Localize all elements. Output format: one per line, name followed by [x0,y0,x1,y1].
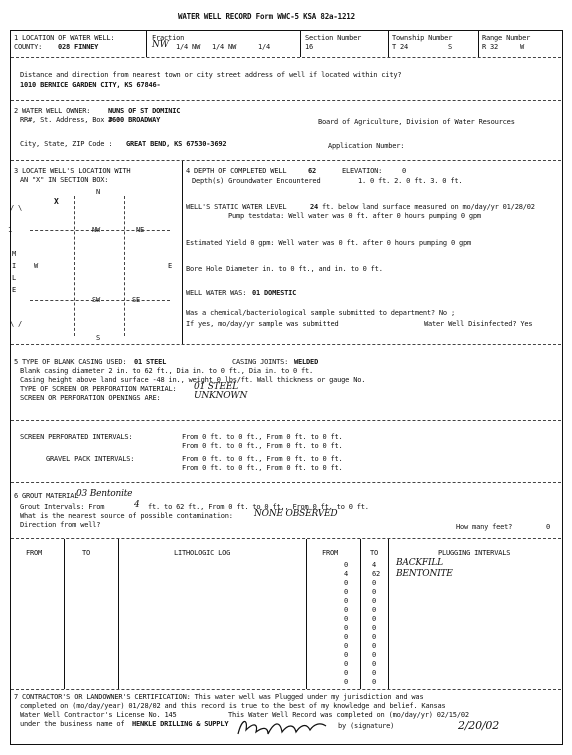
direction-label: Direction from well? [20,521,101,529]
plug-from-header: FROM [322,549,339,557]
plug-to-cell: 62 [372,570,381,578]
quarter-3: 1/4 NW [212,43,237,51]
groundwater-values: 1. 0 ft. 2. 0 ft. 3. 0 ft. [358,177,463,185]
plug-to-cell: 4 [372,561,377,569]
signature [234,712,330,740]
disinfected: Water Well Disinfected? Yes [424,320,533,328]
gravel-interval-1: From 0 ft. to 0 ft., From 0 ft. to 0 ft. [182,455,343,463]
quarter-1: NW [152,40,169,50]
plug-interval-1: BACKFILL [396,558,443,568]
depth-label: 4 DEPTH OF COMPLETED WELL [186,167,287,175]
plug-from-cell: 0 [344,660,349,668]
static-value: 24 [310,203,319,211]
plug-from-cell: 0 [344,579,349,587]
location-label: 1 LOCATION OF WATER WELL: [14,34,115,42]
casing-height: Casing height above land surface -48 in., weight 0 lbs/ft. Wall thickness or gauge No. [20,376,366,384]
plug-from-cell: 0 [344,678,349,686]
range-value: R 32 [482,43,499,51]
static-label: WELL'S STATIC WATER LEVEL [186,203,287,211]
feet-label: How many feet? [456,523,513,531]
screen-type-label: TYPE OF SCREEN OR PERFORATION MATERIAL: [20,385,177,393]
south-label: S [96,334,101,342]
plug-to-cell: 0 [372,588,377,596]
grout-intervals: ft. to 62 ft., From 0 ft. to 0 ft., From 0 ft. to 0 ft. [148,503,369,511]
bracket-top: / \ [10,204,23,212]
fraction-label: Fraction [152,34,185,42]
plug-to-cell: 0 [372,579,377,587]
range-label: Range Number [482,34,531,42]
license-line: Water Well Contractor's License No. 145 [20,711,177,719]
elevation-value: 0 [402,167,407,175]
chem-line-1: Was a chemical/bacteriological sample submitted to department? No ; [186,309,455,317]
casing-value: 01 STEEL [134,358,167,366]
plug-from-cell: 0 [344,615,349,623]
plug-to-cell: 0 [372,624,377,632]
grout-label: 6 GROUT MATERIAL [14,492,79,500]
lithologic-header: LITHOLOGIC LOG [174,549,231,557]
contamination-label: What is the nearest source of possible contamination: [20,512,233,520]
business-label: under the business name of [20,720,125,728]
casing-diameter: Blank casing diameter 2 in. to 62 ft., Dia in. to 0 ft., Dia in. to 0 ft. [20,367,314,375]
one-label: 1 [8,226,13,234]
openings-value: UNKNOWN [194,391,248,401]
owner-label: 2 WATER WELL OWNER: [14,107,91,115]
plug-from-cell: 0 [344,606,349,614]
grout-from-value: 4 [134,500,140,510]
board-text: Board of Agriculture, Division of Water Resources [318,118,515,126]
county-value: 028 FINNEY [58,43,99,51]
north-label: N [96,188,101,196]
distance-label: Distance and direction from nearest town or city street address of well if located within city? [20,71,402,79]
locate-title-2: AN "X" IN SECTION BOX: [20,176,109,184]
county-label: COUNTY: [14,43,43,51]
section-box [8,188,174,342]
form-title: WATER WELL RECORD Form WWC-5 KSA 82a-1212 [178,12,355,21]
depth-value: 62 [308,167,317,175]
plug-from-cell: 0 [344,651,349,659]
gravel-interval-2: From 0 ft. to 0 ft., From 0 ft. to 0 ft. [182,464,343,472]
mile-i: I [12,262,17,270]
nw-label: NW [92,226,101,234]
plug-from-cell: 4 [344,570,349,578]
joints-label: CASING JOINTS: [232,358,289,366]
signature-date: 2/20/02 [458,719,500,732]
pump-test: Pump testdata: Well water was 0 ft. after 0 hours pumping 0 gpm [228,212,481,220]
west-label: W [34,262,39,270]
section-label: Section Number [305,34,362,42]
township-s: S [448,43,453,51]
plug-to-cell: 0 [372,651,377,659]
section-value: 16 [305,43,314,51]
owner-value: NUNS OF ST DOMINIC [108,107,181,115]
log-to-header: TO [82,549,91,557]
plug-to-header: TO [370,549,379,557]
plug-from-cell: 0 [344,588,349,596]
yield-line: Estimated Yield 0 gpm: Well water was 0 ft. after 0 hours pumping 0 gpm [186,239,472,247]
plug-interval-2: BENTONITE [396,569,453,579]
plug-to-cell: 0 [372,678,377,686]
cert-line-2: completed on (mo/day/year) 01/28/02 and this record is true to the best of my knowledge and belief. Kansas [20,702,446,710]
plug-from-cell: 0 [344,561,349,569]
business-value: HENKLE DRILLING & SUPPLY [132,720,229,728]
plug-to-cell: 0 [372,597,377,605]
bracket-bottom: \ / [10,320,23,328]
quarter-4: 1/4 [258,43,271,51]
screen-interval-2: From 0 ft. to 0 ft., From 0 ft. to 0 ft. [182,442,343,450]
well-water-value: 01 DOMESTIC [252,289,297,297]
chem-line-2: If yes, mo/day/yr sample was submitted [186,320,339,328]
se-label: SE [132,296,141,304]
plug-to-cell: 0 [372,606,377,614]
range-w: W [520,43,525,51]
grout-value: 03 Bentonite [76,489,133,499]
east-label: E [168,262,173,270]
well-water-label: WELL WATER WAS: [186,289,247,297]
bore-line: Bore Hole Diameter in. to 0 ft., and in. to 0 ft. [186,265,383,273]
plug-from-cell: 0 [344,642,349,650]
log-from-header: FROM [26,549,43,557]
plug-to-cell: 0 [372,669,377,677]
groundwater-label: Depth(s) Groundwater Encountered [192,177,321,185]
static-tail: ft. below land surface measured on mo/day/yr 01/28/02 [322,203,535,211]
feet-value: 0 [546,523,551,531]
township-value: T 24 [392,43,409,51]
completed-line: This Water Well Record was completed on (mo/day/yr) 02/15/02 [228,711,469,719]
screen-intervals-label: SCREEN PERFORATED INTERVALS: [20,433,133,441]
casing-label: 5 TYPE OF BLANK CASING USED: [14,358,127,366]
ne-label: NE [136,226,145,234]
plug-from-cell: 0 [344,633,349,641]
plug-from-cell: 0 [344,624,349,632]
plug-from-cell: 0 [344,669,349,677]
city-value: GREAT BEND, KS 67530-3692 [126,140,227,148]
mile-m: M [12,250,17,258]
plug-from-cell: 0 [344,597,349,605]
plug-to-cell: 0 [372,615,377,623]
mile-l: L [12,274,17,282]
elevation-label: ELEVATION: [342,167,383,175]
grout-intervals-label: Grout Intervals: From [20,503,105,511]
address-value: 3600 BROADWAY [108,116,161,124]
signature-label: by (signature) [338,722,395,730]
township-label: Township Number [392,34,453,42]
plugging-header: PLUGGING INTERVALS [438,549,511,557]
plug-to-cell: 0 [372,642,377,650]
joints-value: WELDED [294,358,319,366]
city-label: City, State, ZIP Code : [20,140,113,148]
mile-e: E [12,286,17,294]
openings-label: SCREEN OR PERFORATION OPENINGS ARE: [20,394,161,402]
plug-to-cell: 0 [372,660,377,668]
locate-title-1: 3 LOCATE WELL'S LOCATION WITH [14,167,131,175]
plug-to-cell: 0 [372,633,377,641]
quarter-2: 1/4 NW [176,43,201,51]
cert-line-1: 7 CONTRACTOR'S OR LANDOWNER'S CERTIFICATION: This water well was Plugged under my jurisdiction and was [14,693,424,701]
gravel-label: GRAVEL PACK INTERVALS: [46,455,135,463]
sw-label: SW [92,296,101,304]
application-label: Application Number: [328,142,405,150]
screen-interval-1: From 0 ft. to 0 ft., From 0 ft. to 0 ft. [182,433,343,441]
contamination-value: NONE OBSERVED [254,509,338,519]
screen-type-value: 01 STEEL [194,382,238,392]
distance-value: 1010 BERNICE GARDEN CITY, KS 67846- [20,81,161,89]
x-mark: X [54,197,59,206]
address-label: RR#, St. Address, Box # : [20,116,121,124]
